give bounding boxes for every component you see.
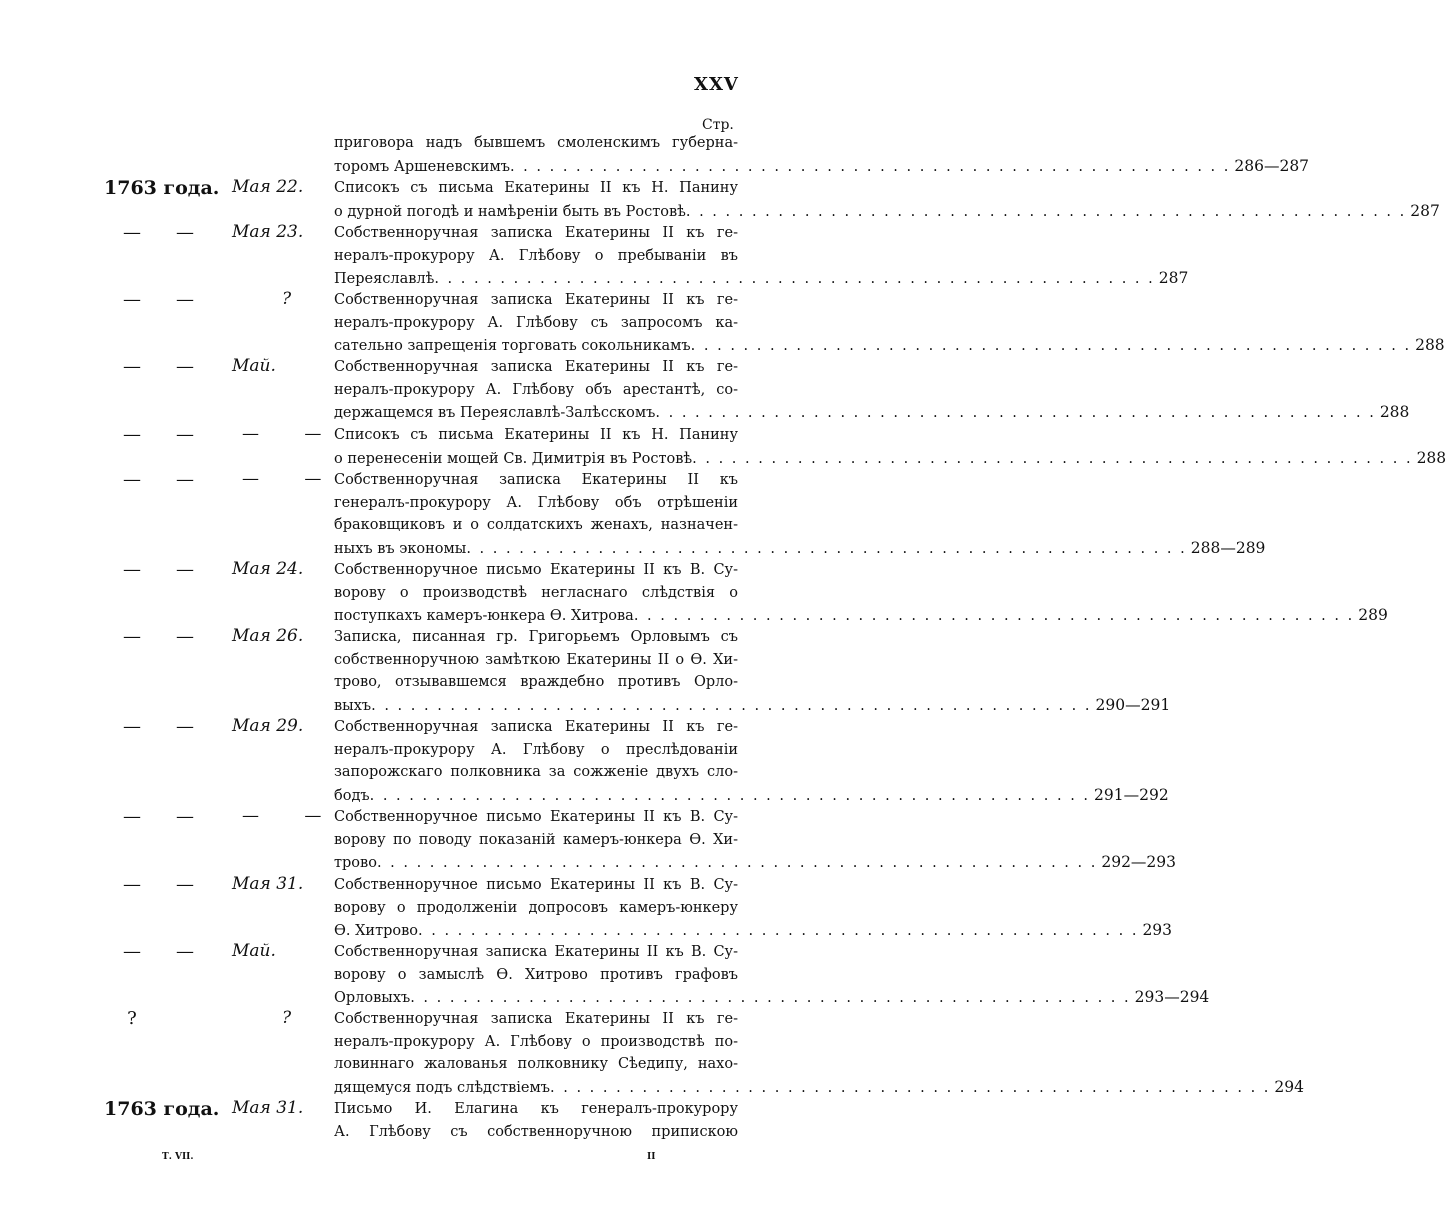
- year-ditto-mark: —: [123, 222, 141, 243]
- description-line: [334, 671, 738, 694]
- description-line: [334, 222, 738, 245]
- description-line: [334, 1076, 1305, 1099]
- leader-dots: [371, 695, 1091, 718]
- entry-date: Мая 31.: [232, 1098, 304, 1118]
- description-text: ныхъ въ экономы: [334, 540, 467, 557]
- description-text: Собственноручная записка Екатерины II къ ге-: [334, 292, 738, 308]
- entry-description: [334, 132, 1310, 177]
- year-ditto-mark: —: [123, 289, 141, 310]
- year-ditto-mark: —: [123, 424, 141, 445]
- description-line: [334, 155, 1310, 178]
- entry-description: [334, 424, 1446, 469]
- description-text: Собственноручная записка Екатерины II къ: [334, 472, 738, 488]
- description-line: [334, 1008, 738, 1031]
- entry-date: — —: [242, 469, 342, 489]
- description-text: А. Глѣбову съ собственноручною припискою: [334, 1123, 738, 1140]
- description-text: Собственноручная записка Екатерины II къ ге-: [334, 1011, 738, 1027]
- description-text: Собственноручная записка Екатерины II къ ге-: [334, 719, 738, 735]
- leader-dots: [466, 538, 1186, 561]
- leader-dots: [418, 920, 1138, 943]
- month-ditto-mark: —: [176, 559, 194, 580]
- month-ditto-mark: —: [176, 806, 194, 827]
- description-text: держащемся въ Переяславлѣ-Залѣсскомъ: [334, 405, 656, 421]
- page-reference: 287: [1410, 201, 1440, 220]
- description-line: [334, 514, 738, 537]
- page-reference: 289: [1358, 606, 1388, 624]
- entry-description: [334, 626, 1171, 716]
- description-line: [334, 874, 738, 897]
- description-line: [334, 694, 1171, 717]
- entry-date: — —: [242, 424, 342, 444]
- description-line: [334, 919, 1173, 942]
- entry-description: [334, 806, 1177, 874]
- page-reference: 291—292: [1094, 785, 1169, 804]
- description-line: [334, 200, 1440, 223]
- entry-date: Мая 22.: [232, 177, 304, 197]
- month-ditto-mark: —: [176, 222, 194, 243]
- leader-dots: [634, 605, 1354, 628]
- description-text: ворову о продолженіи допросовъ камеръ-юнкеру: [334, 899, 738, 916]
- description-text: дящемуся подъ слѣдствіемъ: [334, 1079, 551, 1096]
- description-text: генералъ-прокурору А. Глѣбову объ отрѣшеніи: [334, 494, 738, 511]
- description-text: сательно запрещенія торговать сокольникамъ: [334, 338, 691, 354]
- description-line: [334, 356, 738, 379]
- description-text: ловиннаго жалованья полковнику Сѣедипу, нахо-: [334, 1056, 738, 1072]
- description-line: [334, 649, 738, 672]
- entry-description: [334, 289, 1445, 357]
- description-text: Орловыхъ: [334, 990, 411, 1006]
- description-text: Собственноручная записка Екатерины II къ В. Су-: [334, 944, 738, 960]
- month-ditto-mark: —: [176, 626, 194, 647]
- description-line: [334, 986, 1210, 1009]
- description-text: Списокъ съ письма Екатерины II къ Н. Панину: [334, 180, 738, 196]
- description-line: [334, 245, 738, 268]
- description-text: торомъ Аршеневскимъ: [334, 158, 510, 175]
- entry-year: 1763 года.: [104, 1098, 220, 1120]
- description-text: Собственноручное письмо Екатерины II къ В. Су-: [334, 809, 738, 825]
- page-reference: 287: [1158, 269, 1189, 287]
- entry-description: [334, 222, 1189, 290]
- leader-dots: [370, 785, 1090, 808]
- description-line: [334, 267, 1189, 290]
- description-text: ворову по поводу показаній камеръ-юнкера Ѳ. Хи-: [334, 831, 738, 848]
- description-line: [334, 401, 1410, 424]
- description-line: [334, 334, 1445, 357]
- year-ditto-mark: ?: [127, 1008, 137, 1029]
- description-text: нералъ-прокурору А. Глѣбову о преслѣдованіи: [334, 741, 738, 758]
- description-text: бодъ: [334, 787, 370, 804]
- year-ditto-mark: —: [123, 941, 141, 962]
- description-line: [334, 1053, 738, 1076]
- description-text: Переяславлѣ: [334, 271, 435, 287]
- month-ditto-mark: —: [176, 424, 194, 445]
- entry-description: [334, 716, 1169, 806]
- description-line: [334, 964, 738, 987]
- description-line: [334, 716, 738, 739]
- description-text: Записка, писанная гр. Григорьемъ Орловымъ съ: [334, 629, 738, 645]
- description-text: поступкахъ камеръ-юнкера Ѳ. Хитрова: [334, 608, 634, 624]
- description-line: [334, 559, 738, 582]
- entry-description: [334, 177, 1440, 222]
- page-reference: 288—289: [1190, 538, 1266, 557]
- volume-mark: Т. VII.: [162, 1152, 194, 1162]
- leader-dots: [686, 201, 1406, 224]
- page-reference: 293—294: [1134, 988, 1210, 1006]
- description-line: [334, 177, 738, 200]
- description-line: [334, 424, 738, 447]
- year-ditto-mark: —: [123, 356, 141, 377]
- description-line: [334, 761, 738, 784]
- leader-dots: [410, 987, 1130, 1010]
- description-line: [334, 604, 1388, 627]
- description-text: Собственноручная записка Екатерины II къ ге-: [334, 359, 738, 375]
- description-line: [334, 739, 738, 762]
- page-reference: 288: [1379, 403, 1410, 421]
- description-text: Ѳ. Хитрово: [334, 923, 419, 939]
- description-text: Списокъ съ письма Екатерины II къ Н. Панину: [334, 427, 738, 443]
- pages-column-label: Стр.: [702, 117, 734, 133]
- month-ditto-mark: —: [176, 941, 194, 962]
- entry-description: [334, 1098, 738, 1143]
- description-line: [334, 1121, 738, 1144]
- entry-date: — —: [242, 806, 342, 826]
- description-line: [334, 289, 738, 312]
- description-text: трово, отзывавшемся враждебно противъ Орло-: [334, 674, 738, 690]
- year-ditto-mark: —: [123, 874, 141, 895]
- entry-description: [334, 1008, 1305, 1098]
- entry-date: ?: [282, 1008, 292, 1028]
- entry-date: Мая 23.: [232, 222, 304, 242]
- entry-description: [334, 941, 1210, 1009]
- page-reference: 286—287: [1234, 156, 1310, 175]
- year-ditto-mark: —: [123, 626, 141, 647]
- description-line: [334, 469, 738, 492]
- description-line: [334, 312, 738, 335]
- entry-date: Май.: [232, 356, 276, 376]
- month-ditto-mark: —: [176, 356, 194, 377]
- description-line: [334, 582, 738, 605]
- page-reference: 292—293: [1101, 853, 1177, 871]
- description-line: [334, 1031, 738, 1054]
- entry-description: [334, 469, 1266, 559]
- description-text: выхъ: [334, 697, 372, 714]
- entry-description: [334, 874, 1173, 942]
- leader-dots: [510, 156, 1230, 179]
- entry-date: Мая 29.: [232, 716, 304, 736]
- leader-dots: [550, 1077, 1270, 1100]
- description-text: Собственноручное письмо Екатерины II къ В. Су-: [334, 877, 738, 893]
- description-line: [334, 537, 1266, 560]
- page-reference: 293: [1142, 921, 1173, 939]
- description-line: [334, 897, 738, 920]
- page-reference: 294: [1274, 1077, 1305, 1096]
- year-ditto-mark: —: [123, 716, 141, 737]
- description-text: собственноручною замѣткою Екатерины II о Ѳ. Хи-: [334, 651, 738, 668]
- year-ditto-mark: —: [123, 559, 141, 580]
- description-line: [334, 626, 738, 649]
- entry-description: [334, 356, 1410, 424]
- year-ditto-mark: —: [123, 806, 141, 827]
- description-line: [334, 1098, 738, 1121]
- description-text: ворову о производствѣ негласнаго слѣдствія о: [334, 584, 738, 601]
- description-line: [334, 492, 738, 515]
- description-text: о дурной погодѣ и намѣреніи быть въ Ростовѣ: [334, 203, 686, 220]
- description-line: [334, 851, 1177, 874]
- description-text: Собственноручная записка Екатерины II къ ге-: [334, 225, 738, 241]
- page-reference: 288: [1415, 336, 1445, 354]
- leader-dots: [691, 335, 1411, 358]
- month-ditto-mark: —: [176, 289, 194, 310]
- description-line: [334, 132, 738, 155]
- leader-dots: [377, 852, 1097, 875]
- entry-year: 1763 года.: [104, 177, 220, 199]
- description-text: нералъ-прокурору А. Глѣбову о пребываніи въ: [334, 247, 738, 264]
- description-text: ворову о замыслѣ Ѳ. Хитрово противъ графовъ: [334, 966, 738, 983]
- page-reference: 288: [1416, 448, 1446, 467]
- description-text: приговора надъ бывшемъ смоленскимъ губерна-: [334, 135, 738, 151]
- leader-dots: [655, 402, 1375, 425]
- leader-dots: [692, 448, 1412, 471]
- entry-date: Мая 31.: [232, 874, 304, 894]
- description-text: о перенесеніи мощей Св. Димитрія въ Ростовѣ: [334, 450, 693, 467]
- description-text: Письмо И. Елагина къ генералъ-прокурору: [334, 1101, 738, 1117]
- month-ditto-mark: —: [176, 874, 194, 895]
- year-ditto-mark: —: [123, 469, 141, 490]
- description-line: [334, 941, 738, 964]
- description-text: Собственноручное письмо Екатерины II къ В. Су-: [334, 562, 738, 578]
- description-line: [334, 447, 1446, 470]
- entry-date: Мая 26.: [232, 626, 304, 646]
- entry-date: Май.: [232, 941, 276, 961]
- month-ditto-mark: —: [176, 469, 194, 490]
- description-text: нералъ-прокурору А. Глѣбову о производствѣ по-: [334, 1033, 738, 1050]
- description-line: [334, 829, 738, 852]
- description-text: браковщиковъ и о солдатскихъ женахъ, назначен-: [334, 517, 738, 533]
- description-text: трово: [334, 855, 377, 871]
- signature-mark: II: [647, 1152, 656, 1162]
- description-text: нералъ-прокурору А. Глѣбову съ запросомъ ка-: [334, 314, 738, 331]
- month-ditto-mark: —: [176, 716, 194, 737]
- description-text: запорожскаго полковника за сожженіе двухъ сло-: [334, 764, 738, 780]
- entry-date: Мая 24.: [232, 559, 304, 579]
- leader-dots: [434, 268, 1154, 291]
- description-line: [334, 806, 738, 829]
- page-reference: 290—291: [1095, 695, 1171, 714]
- entry-date: ?: [282, 289, 292, 309]
- description-text: нералъ-прокурору А. Глѣбову объ арестантѣ, со-: [334, 381, 738, 398]
- description-line: [334, 784, 1169, 807]
- description-line: [334, 379, 738, 402]
- entry-description: [334, 559, 1388, 627]
- page-number: XXV: [694, 74, 739, 95]
